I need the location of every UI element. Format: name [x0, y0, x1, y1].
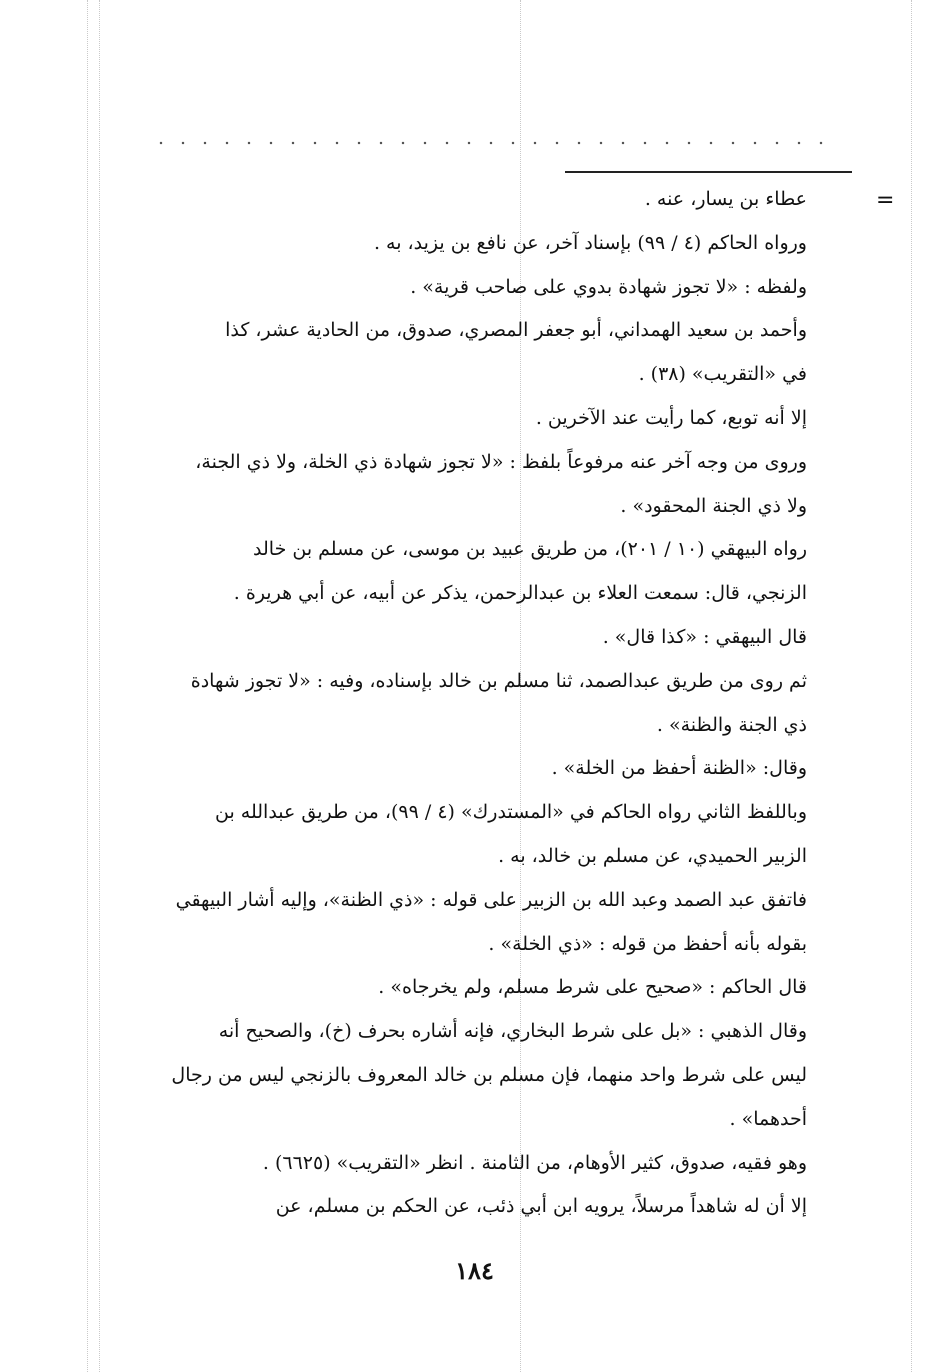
text-line: وقال الذهبي : «بل على شرط البخاري، فإنه أشاره بحرف (خ)، والصحيح أنه — [218, 1020, 807, 1043]
text-line: ولفظه : «لا تجوز شهادة بدوي على صاحب قرية» . — [410, 275, 807, 298]
text-line: في «التقريب» (٣٨) . — [638, 363, 807, 386]
footnote-text — [155, 178, 807, 1229]
text-line: أحدهما» . — [729, 1107, 807, 1130]
text-line: فاتفق عبد الصمد وعبد الله بن الزبير على قوله : «ذي الظنة»، وإليه أشار البيهقي — [175, 888, 807, 911]
text-line: قال الحاكم : «صحيح على شرط مسلم، ولم يخرجاه» . — [378, 976, 807, 999]
page-number: ١٨٤ — [455, 1256, 494, 1285]
text-line: بقوله بأنه أحفظ من قوله : «ذي الخلة» . — [488, 932, 807, 955]
text-line: ذي الجنة والظنة» . — [656, 713, 807, 736]
scan-guide-line — [99, 0, 100, 1372]
text-line: وقال: «الظنة أحفظ من الخلة» . — [551, 757, 807, 780]
text-line: عطاء بن يسار، عنه . — [644, 188, 807, 210]
text-line: ولا ذي الجنة المحقود» . — [620, 494, 807, 517]
text-line: إلا أن له شاهداً مرسلاً، يرويه ابن أبي ذئب، عن الحكم بن مسلم، عن — [275, 1195, 807, 1218]
text-line: رواه البيهقي (١٠ / ٢٠١)، من طريق عبيد بن موسى، عن مسلم بن خالد — [253, 538, 807, 561]
text-line: قال البيهقي : «كذا قال» . — [602, 625, 807, 648]
text-line: وروى من وجه آخر عنه مرفوعاً بلفظ : «لا تجوز شهادة ذي الخلة، ولا ذي الجنة، — [195, 450, 807, 473]
text-line: ليس على شرط واحد منهما، فإن مسلم بن خالد المعروف بالزنجي ليس من رجال — [171, 1063, 807, 1086]
text-line: الزنجي، قال: سمعت العلاء بن عبدالرحمن، يذكر عن أبيه، عن أبي هريرة . — [233, 582, 807, 605]
text-line: وأحمد بن سعيد الهمداني، أبو جعفر المصري، صدوق، من الحادية عشر، كذا — [225, 319, 807, 342]
dotted-header-line — [150, 140, 840, 146]
text-line: ثم روى من طريق عبدالصمد، ثنا مسلم بن خالد بإسناده، وفيه : «لا تجوز شهادة — [190, 669, 807, 692]
text-line: ورواه الحاكم (٤ / ٩٩) بإسناد آخر، عن نافع بن يزيد، به . — [373, 231, 807, 254]
text-line: الزبير الحميدي، عن مسلم بن خالد، به . — [498, 844, 807, 867]
text-line: إلا أنه توبع، كما رأيت عند الآخرين . — [535, 406, 807, 429]
footnote-rule — [565, 171, 852, 173]
scan-guide-line — [87, 0, 88, 1372]
continuation-mark: = — [876, 188, 895, 213]
text-line: وباللفظ الثاني رواه الحاكم في «المستدرك» (٤ / ٩٩)، من طريق عبدالله بن — [214, 801, 807, 824]
scan-guide-line — [911, 0, 912, 1372]
text-line: وهو فقيه، صدوق، كثير الأوهام، من الثامنة . انظر «التقريب» (٦٦٢٥) . — [262, 1151, 807, 1174]
